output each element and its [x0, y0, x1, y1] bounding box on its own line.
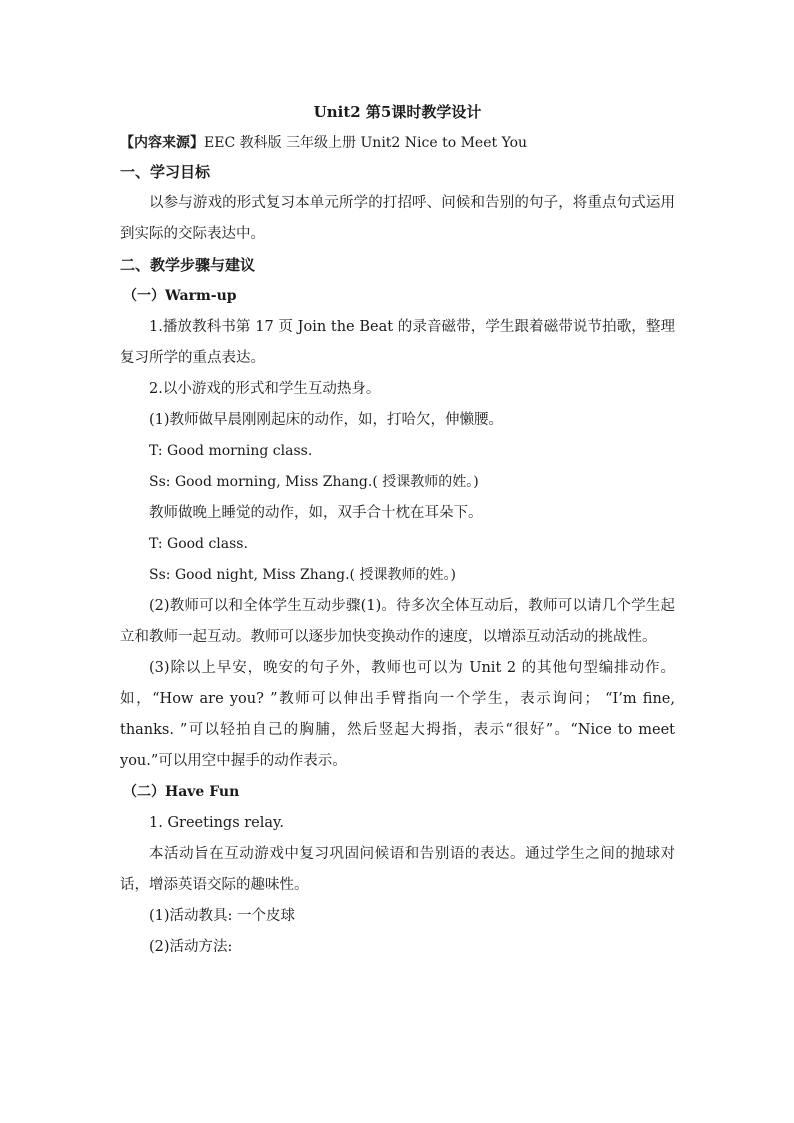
havefun-activity-title: 1. Greetings relay. [149, 815, 284, 831]
dialogue-students-morning: Ss: Good morning, Miss Zhang.( 授课教师的姓。) [149, 474, 479, 490]
warmup-step-2-2: (2)教师可以和全体学生互动步骤(1)。待多次全体互动后，教师可以请几个学生起立和教师一起互动。教师可以逐步加快变换动作的速度，以增添互动活动的挑战性。 [120, 598, 675, 645]
dialogue-teacher-night: T: Good class. [149, 536, 248, 552]
objectives-paragraph: 以参与游戏的形式复习本单元所学的打招呼、问候和告别的句子，将重点句式运用到实际的交际表达中。 [120, 195, 675, 242]
content-source-text: EEC 教科版 三年级上册 Unit2 Nice to Meet You [204, 135, 528, 151]
dialogue-students-night: Ss: Good night, Miss Zhang.( 授课教师的姓。) [149, 567, 456, 583]
warmup-step-2: 2.以小游戏的形式和学生互动热身。 [149, 381, 381, 397]
warmup-step-2-1: (1)教师做早晨刚刚起床的动作，如，打哈欠，伸懒腰。 [149, 412, 504, 428]
document-title: Unit2 第5课时教学设计 [313, 103, 482, 121]
warmup-step-1: 1.播放教科书第 17 页 Join the Beat 的录音磁带，学生跟着磁带说节拍歌，整理复习所学的重点表达。 [120, 319, 675, 366]
subsection-heading-warmup: （一）Warm-up [123, 288, 237, 304]
dialogue-teacher-morning: T: Good morning class. [149, 443, 313, 459]
content-source-label: 【内容来源】 [120, 135, 204, 151]
document-body [120, 98, 675, 963]
content-source [120, 129, 675, 157]
subsection-heading-havefun: （二）Have Fun [123, 784, 240, 800]
havefun-activity-props: (1)活动教具: 一个皮球 [149, 908, 296, 924]
havefun-activity-method: (2)活动方法: [149, 939, 233, 955]
section-heading-steps: 二、教学步骤与建议 [120, 256, 256, 274]
havefun-activity-description: 本活动旨在互动游戏中复习巩固问候语和告别语的表达。通过学生之间的抛球对话，增添英语交际的趣味性。 [120, 846, 675, 893]
warmup-night-action: 教师做晚上睡觉的动作，如，双手合十枕在耳朵下。 [149, 505, 483, 521]
section-heading-objectives: 一、学习目标 [120, 163, 211, 181]
warmup-step-2-3: (3)除以上早安，晚安的句子外，教师也可以为 Unit 2 的其他句型编排动作。如，“How are you? ”教师可以伸出手臂指向一个学生，表示询问； “I’m fine, thanks. ”可以轻拍自己的胸脯，然后竖起大拇指，表示“很好”。“Nice to meet you.”可以用空中握手的动作表示。 [120, 660, 675, 769]
